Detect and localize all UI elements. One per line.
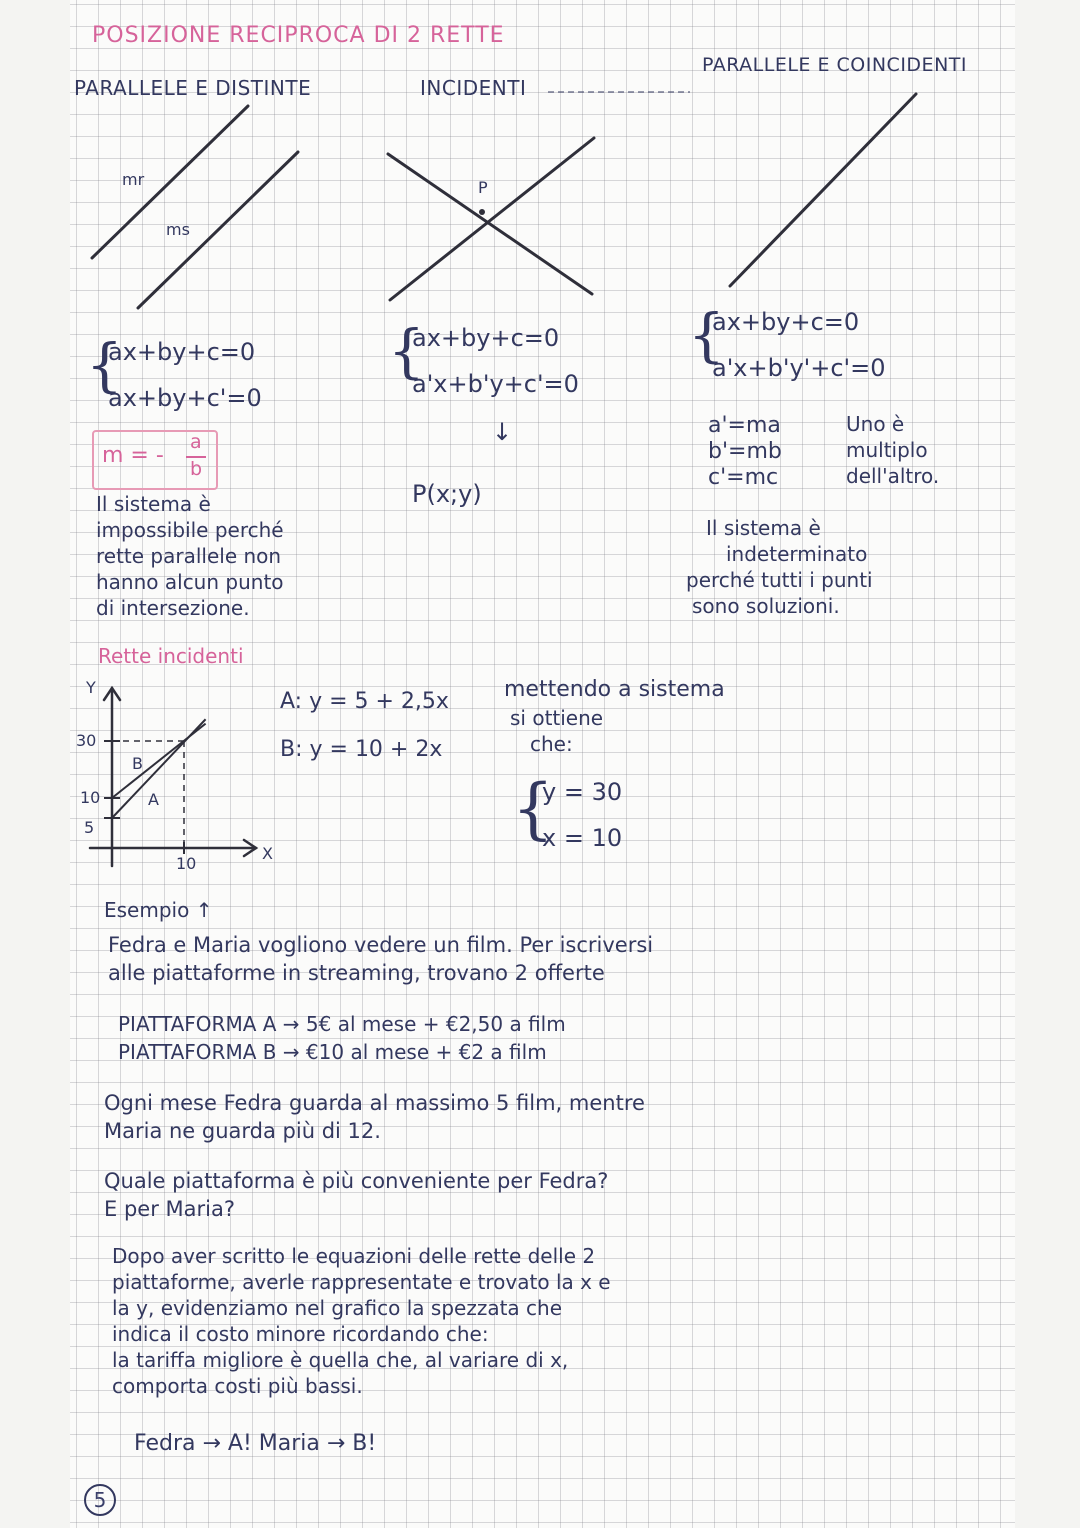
right-cond-note-1: Uno è (846, 412, 905, 436)
y-tick-30: 30 (76, 731, 97, 750)
slope-den: b (190, 458, 203, 480)
x-tick-10: 10 (176, 854, 197, 873)
system-note-3: che: (530, 732, 573, 756)
page-number: 5 (84, 1484, 116, 1516)
header-parallel-coincident: PARALLELE E COINCIDENTI (702, 54, 967, 76)
monthly-2: Maria ne guarda più di 12. (104, 1119, 381, 1143)
explanation-3: la y, evidenziamo nel grafico la spezzata che (112, 1296, 563, 1320)
explanation-2: piattaforme, averle rappresentate e trovato la x e (112, 1270, 611, 1294)
explanation-1: Dopo aver scritto le equazioni delle rette delle 2 (112, 1244, 596, 1268)
slope-num: a (190, 431, 202, 453)
label-p: P (478, 178, 488, 197)
right-cond-3: c'=mc (708, 465, 779, 490)
y-tick-5: 5 (84, 818, 95, 837)
header-parallel-distinct: PARALLELE E DISTINTE (74, 76, 312, 100)
header-incident: INCIDENTI (420, 76, 527, 100)
example-text-2: alle piattaforme in streaming, trovano 2 offerte (108, 961, 605, 985)
brace-left: { (86, 331, 123, 399)
brace-middle: { (388, 317, 425, 385)
label-ms: ms (166, 220, 190, 239)
left-note-4: hanno alcun punto (96, 570, 284, 594)
offer-b: PIATTAFORMA B → €10 al mese + €2 a film (118, 1040, 547, 1064)
left-eq-2: ax+by+c'=0 (108, 384, 262, 412)
middle-eq-2: a'x+b'y+c'=0 (412, 370, 579, 398)
slope-prefix: m = - (102, 443, 164, 468)
middle-result: P(x;y) (412, 480, 482, 508)
brace-solution: { (512, 770, 554, 847)
left-eq-1: ax+by+c=0 (108, 338, 256, 366)
brace-right: { (688, 301, 725, 369)
solution-y: y = 30 (542, 778, 623, 806)
final-answer: Fedra → A! Maria → B! (134, 1431, 377, 1456)
right-eq-1: ax+by+c=0 (712, 308, 860, 336)
right-cond-note-3: dell'altro. (846, 464, 940, 488)
system-note-2: si ottiene (510, 706, 604, 730)
explanation-5: la tariffa migliore è quella che, al variare di x, (112, 1348, 569, 1372)
series-line-b (112, 724, 206, 798)
middle-arrow: ↓ (492, 418, 513, 446)
line-eq-a: A: y = 5 + 2,5x (280, 689, 449, 714)
section-title: Rette incidenti (98, 644, 244, 668)
line-eq-b: B: y = 10 + 2x (280, 737, 443, 762)
right-note-1: Il sistema è (706, 516, 821, 540)
right-note-4: sono soluzioni. (692, 594, 840, 618)
question-2: E per Maria? (104, 1197, 235, 1221)
monthly-1: Ogni mese Fedra guarda al massimo 5 film, mentre (104, 1091, 645, 1115)
example-title: Esempio ↑ (104, 898, 213, 922)
left-note-2: impossibile perché (96, 518, 284, 542)
series-label-b: B (132, 754, 143, 773)
label-mr: mr (122, 170, 145, 189)
explanation-4: indica il costo minore ricordando che: (112, 1322, 489, 1346)
middle-eq-1: ax+by+c=0 (412, 324, 560, 352)
left-note-1: Il sistema è (96, 492, 211, 516)
x-axis-label: X (262, 844, 273, 863)
example-text-1: Fedra e Maria vogliono vedere un film. Per iscriversi (108, 933, 654, 957)
solution-x: x = 10 (542, 824, 623, 852)
left-note-3: rette parallele non (96, 544, 282, 568)
left-note-5: di intersezione. (96, 596, 250, 620)
right-note-3: perché tutti i punti (686, 568, 873, 592)
explanation-6: comporta costi più bassi. (112, 1374, 363, 1398)
system-note-1: mettendo a sistema (504, 677, 725, 702)
right-cond-note-2: multiplo (846, 438, 928, 462)
right-cond-1: a'=ma (708, 413, 781, 438)
right-eq-2: a'x+b'y'+c'=0 (712, 354, 886, 382)
series-label-a: A (148, 790, 159, 809)
page-title: POSIZIONE RECIPROCA DI 2 RETTE (92, 23, 505, 48)
offer-a: PIATTAFORMA A → 5€ al mese + €2,50 a film (118, 1012, 566, 1036)
question-1: Quale piattaforma è più conveniente per Fedra? (104, 1169, 609, 1193)
right-note-2: indeterminato (726, 542, 868, 566)
y-tick-10: 10 (80, 788, 101, 807)
right-cond-2: b'=mb (708, 439, 782, 464)
y-axis-label: Y (86, 678, 96, 697)
